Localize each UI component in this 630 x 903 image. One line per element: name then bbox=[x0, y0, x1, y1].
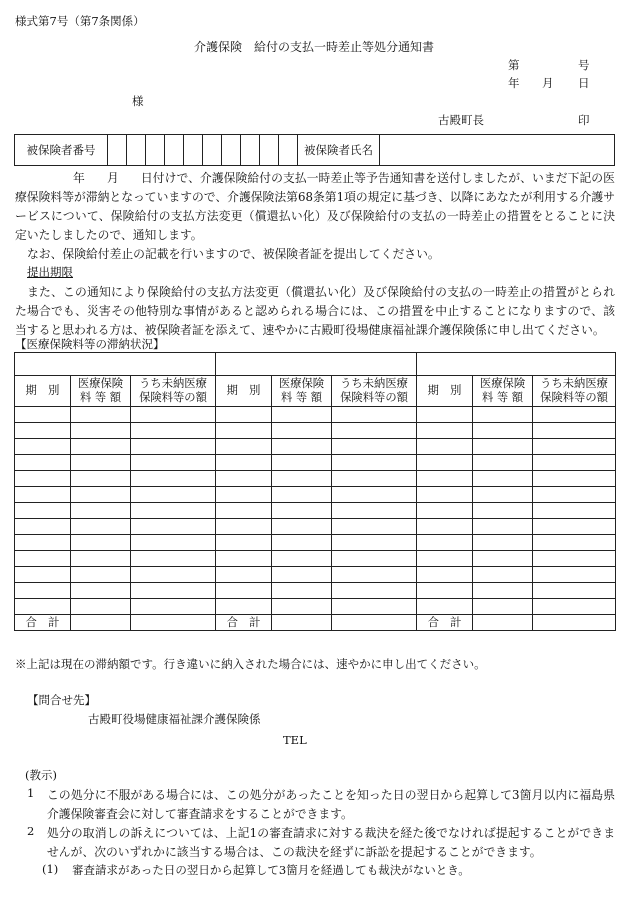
instruction-item1-num: 1 bbox=[27, 786, 35, 800]
addressee-suffix: 様 bbox=[132, 94, 144, 108]
period-cell[interactable] bbox=[216, 407, 272, 423]
unpaid-cell[interactable] bbox=[533, 551, 616, 567]
unpaid-cell[interactable] bbox=[131, 455, 216, 471]
amount-cell[interactable] bbox=[71, 583, 131, 599]
unpaid-cell[interactable] bbox=[533, 519, 616, 535]
period-cell[interactable] bbox=[216, 567, 272, 583]
amount-cell[interactable] bbox=[272, 567, 332, 583]
amount-cell[interactable] bbox=[71, 567, 131, 583]
unpaid-cell[interactable] bbox=[131, 583, 216, 599]
amount-cell[interactable] bbox=[272, 503, 332, 519]
insured-number-label: 被保険者番号 bbox=[15, 135, 108, 166]
insured-number-digit[interactable] bbox=[260, 135, 279, 166]
unpaid-cell[interactable] bbox=[332, 583, 417, 599]
period-cell[interactable] bbox=[417, 407, 473, 423]
unpaid-cell[interactable] bbox=[332, 439, 417, 455]
amount-cell[interactable] bbox=[473, 439, 533, 455]
amount-cell[interactable] bbox=[71, 551, 131, 567]
col-unpaid-header bbox=[533, 376, 616, 407]
body-date-year: 年 bbox=[73, 171, 85, 185]
amount-cell[interactable] bbox=[272, 599, 332, 615]
table-row bbox=[15, 535, 616, 551]
col-unpaid-header bbox=[332, 376, 417, 407]
amount-cell[interactable] bbox=[71, 599, 131, 615]
amount-cell[interactable] bbox=[473, 455, 533, 471]
unpaid-cell[interactable] bbox=[533, 599, 616, 615]
insured-number-digit[interactable] bbox=[165, 135, 184, 166]
period-cell[interactable] bbox=[216, 455, 272, 471]
paragraph-3 bbox=[15, 283, 615, 340]
period-cell[interactable] bbox=[15, 503, 71, 519]
table-row bbox=[15, 471, 616, 487]
instruction-item2-num: 2 bbox=[27, 824, 35, 838]
unpaid-cell[interactable] bbox=[533, 583, 616, 599]
period-cell[interactable] bbox=[417, 599, 473, 615]
amount-cell[interactable] bbox=[71, 503, 131, 519]
table-row bbox=[15, 407, 616, 423]
amount-cell[interactable] bbox=[473, 487, 533, 503]
paragraph-2 bbox=[15, 245, 615, 264]
table-row bbox=[15, 487, 616, 503]
total-amount-cell[interactable] bbox=[272, 615, 332, 631]
arrears-table bbox=[14, 352, 616, 631]
col-amount-line1: 医療保険 bbox=[278, 377, 325, 390]
unpaid-cell[interactable] bbox=[131, 599, 216, 615]
amount-cell[interactable] bbox=[71, 423, 131, 439]
col-amount-line1: 医療保険 bbox=[479, 377, 526, 390]
unpaid-cell[interactable] bbox=[131, 535, 216, 551]
amount-cell[interactable] bbox=[71, 407, 131, 423]
group-header-blank bbox=[15, 353, 216, 376]
table-row bbox=[15, 599, 616, 615]
insured-number-digit[interactable] bbox=[222, 135, 241, 166]
unpaid-cell[interactable] bbox=[131, 423, 216, 439]
total-label: 合 計 bbox=[417, 615, 473, 631]
amount-cell[interactable] bbox=[473, 519, 533, 535]
period-cell[interactable] bbox=[15, 583, 71, 599]
insured-number-digit[interactable] bbox=[184, 135, 203, 166]
period-cell[interactable] bbox=[15, 455, 71, 471]
period-cell[interactable] bbox=[15, 471, 71, 487]
issuer-name: 古殿町長 bbox=[438, 113, 484, 127]
unpaid-cell[interactable] bbox=[131, 503, 216, 519]
unpaid-cell[interactable] bbox=[131, 487, 216, 503]
unpaid-cell[interactable] bbox=[332, 567, 417, 583]
period-cell[interactable] bbox=[417, 567, 473, 583]
col-unpaid-line2: 保険料等の額 bbox=[340, 391, 408, 404]
date-day: 日 bbox=[578, 76, 590, 90]
col-amount-header bbox=[71, 376, 131, 407]
unpaid-cell[interactable] bbox=[131, 567, 216, 583]
amount-cell[interactable] bbox=[272, 455, 332, 471]
amount-cell[interactable] bbox=[272, 487, 332, 503]
paragraph-1-text: 日付けで、介護保険給付の支払一時差止等予告通知書を送付しましたが、いまだ下記の医療保険料等が滞納となっていますので、介護保険法第68条第1項の規定に基づき、以降にあなたが利用する介護サービスについて、保険給付の支払方法変更（償還払い化）及び保険給付の支払の一時差止の措置をとることに決定いたしましたので、通知します。 bbox=[15, 171, 615, 242]
period-cell[interactable] bbox=[417, 551, 473, 567]
amount-cell[interactable] bbox=[473, 503, 533, 519]
amount-cell[interactable] bbox=[473, 567, 533, 583]
period-cell[interactable] bbox=[15, 487, 71, 503]
unpaid-cell[interactable] bbox=[332, 487, 417, 503]
period-cell[interactable] bbox=[417, 471, 473, 487]
unpaid-cell[interactable] bbox=[131, 519, 216, 535]
period-cell[interactable] bbox=[15, 423, 71, 439]
unpaid-cell[interactable] bbox=[332, 423, 417, 439]
contact-office: 古殿町役場健康福祉課介護保険係 bbox=[88, 712, 261, 726]
unpaid-cell[interactable] bbox=[332, 599, 417, 615]
insured-number-digit[interactable] bbox=[279, 135, 298, 166]
unpaid-cell[interactable] bbox=[332, 535, 417, 551]
unpaid-cell[interactable] bbox=[332, 471, 417, 487]
table-row bbox=[15, 583, 616, 599]
period-cell[interactable] bbox=[417, 583, 473, 599]
arrears-heading: 【医療保険料等の滞納状況】 bbox=[15, 337, 165, 351]
amount-cell[interactable] bbox=[272, 583, 332, 599]
period-cell[interactable] bbox=[216, 503, 272, 519]
instruction-item2: 処分の取消しの訴えについては、上記1の審査請求に対する裁決を経た後でなければ提起することができませんが、次のいずれかに該当する場合は、この裁決を経ずに訴訟を提起することができます。 bbox=[47, 826, 615, 859]
contact-heading: 【問合せ先】 bbox=[27, 693, 96, 707]
period-cell[interactable] bbox=[216, 471, 272, 487]
table-row bbox=[15, 423, 616, 439]
period-cell[interactable] bbox=[417, 439, 473, 455]
period-cell[interactable] bbox=[216, 519, 272, 535]
table-row bbox=[15, 439, 616, 455]
col-unpaid-line1: うち未納医療 bbox=[139, 377, 207, 390]
col-unpaid-line2: 保険料等の額 bbox=[139, 391, 207, 404]
insured-number-digit[interactable] bbox=[241, 135, 260, 166]
table-row bbox=[15, 519, 616, 535]
period-cell[interactable] bbox=[216, 535, 272, 551]
table-row bbox=[15, 551, 616, 567]
period-cell[interactable] bbox=[15, 519, 71, 535]
period-cell[interactable] bbox=[417, 455, 473, 471]
col-amount-line2: 料 等 額 bbox=[481, 391, 524, 404]
unpaid-cell[interactable] bbox=[533, 439, 616, 455]
body-date-month: 月 bbox=[106, 171, 119, 185]
amount-cell[interactable] bbox=[473, 407, 533, 423]
total-amount-cell[interactable] bbox=[71, 615, 131, 631]
unpaid-cell[interactable] bbox=[332, 519, 417, 535]
total-label: 合 計 bbox=[15, 615, 71, 631]
unpaid-cell[interactable] bbox=[332, 503, 417, 519]
period-cell[interactable] bbox=[15, 407, 71, 423]
unpaid-cell[interactable] bbox=[131, 471, 216, 487]
col-amount-line2: 料 等 額 bbox=[280, 391, 323, 404]
unpaid-cell[interactable] bbox=[131, 439, 216, 455]
number-prefix: 第 bbox=[508, 58, 520, 72]
table-row bbox=[15, 503, 616, 519]
paragraph-3-text: また、この通知により保険給付の支払方法変更（償還払い化）及び保険給付の支払の一時差止の措置がとられた場合でも、災害その他特別な事情があると認められる場合には、この措置を中止することになりますので、該当すると思われる方は、被保険者証を添えて、速やかに古殿町役場健康福祉課介護保険係に申し出てください。 bbox=[15, 285, 615, 337]
period-cell[interactable] bbox=[216, 583, 272, 599]
period-cell[interactable] bbox=[417, 423, 473, 439]
amount-cell[interactable] bbox=[272, 519, 332, 535]
amount-cell[interactable] bbox=[473, 423, 533, 439]
number-suffix: 号 bbox=[578, 58, 590, 72]
amount-cell[interactable] bbox=[71, 471, 131, 487]
col-amount-line2: 料 等 額 bbox=[79, 391, 122, 404]
amount-cell[interactable] bbox=[473, 535, 533, 551]
instruction-sub1-num: (1) bbox=[42, 862, 59, 876]
issuer-seal: 印 bbox=[578, 113, 590, 127]
date-year: 年 bbox=[508, 76, 520, 90]
deadline-heading: 提出期限 bbox=[27, 265, 73, 279]
unpaid-cell[interactable] bbox=[533, 455, 616, 471]
instruction-heading: (教示) bbox=[25, 768, 57, 782]
date-month: 月 bbox=[542, 76, 554, 90]
unpaid-cell[interactable] bbox=[332, 407, 417, 423]
col-amount-header bbox=[272, 376, 332, 407]
period-cell[interactable] bbox=[15, 567, 71, 583]
period-cell[interactable] bbox=[417, 503, 473, 519]
total-unpaid-cell[interactable] bbox=[332, 615, 417, 631]
unpaid-cell[interactable] bbox=[533, 407, 616, 423]
amount-cell[interactable] bbox=[272, 535, 332, 551]
insured-info-table bbox=[14, 134, 615, 166]
unpaid-cell[interactable] bbox=[533, 423, 616, 439]
amount-cell[interactable] bbox=[473, 471, 533, 487]
period-cell[interactable] bbox=[15, 599, 71, 615]
total-amount-cell[interactable] bbox=[473, 615, 533, 631]
table-row bbox=[15, 567, 616, 583]
table-row bbox=[15, 455, 616, 471]
amount-cell[interactable] bbox=[272, 407, 332, 423]
amount-cell[interactable] bbox=[272, 471, 332, 487]
insured-name-label: 被保険者氏名 bbox=[298, 135, 380, 166]
period-cell[interactable] bbox=[216, 439, 272, 455]
insured-number-digit[interactable] bbox=[108, 135, 127, 166]
insured-name-value[interactable] bbox=[380, 135, 615, 166]
insured-number-digit[interactable] bbox=[127, 135, 146, 166]
amount-cell[interactable] bbox=[272, 439, 332, 455]
instruction-sub1: 審査請求があった日の翌日から起算して3箇月を経過しても裁決がないとき。 bbox=[72, 863, 470, 877]
amount-cell[interactable] bbox=[71, 519, 131, 535]
instruction-item1: この処分に不服がある場合には、この処分があったことを知った日の翌日から起算して3箇月以内に福島県介護保険審査会に対して審査請求をすることができます。 bbox=[47, 788, 615, 821]
amount-cell[interactable] bbox=[473, 551, 533, 567]
col-period-header: 期 別 bbox=[15, 376, 71, 407]
period-cell[interactable] bbox=[216, 423, 272, 439]
col-amount-header bbox=[473, 376, 533, 407]
amount-cell[interactable] bbox=[71, 455, 131, 471]
unpaid-cell[interactable] bbox=[533, 487, 616, 503]
amount-cell[interactable] bbox=[272, 423, 332, 439]
amount-cell[interactable] bbox=[71, 487, 131, 503]
unpaid-cell[interactable] bbox=[332, 551, 417, 567]
col-period-header: 期 別 bbox=[417, 376, 473, 407]
unpaid-cell[interactable] bbox=[131, 551, 216, 567]
contact-tel: TEL bbox=[283, 733, 307, 747]
col-unpaid-line1: うち未納医療 bbox=[540, 377, 608, 390]
document-title: 介護保険 給付の支払一時差止等処分通知書 bbox=[194, 40, 435, 54]
unpaid-cell[interactable] bbox=[533, 535, 616, 551]
unpaid-cell[interactable] bbox=[131, 407, 216, 423]
period-cell[interactable] bbox=[15, 535, 71, 551]
period-cell[interactable] bbox=[417, 519, 473, 535]
period-cell[interactable] bbox=[417, 535, 473, 551]
col-unpaid-line2: 保険料等の額 bbox=[540, 391, 608, 404]
group-header-blank bbox=[417, 353, 616, 376]
total-unpaid-cell[interactable] bbox=[533, 615, 616, 631]
period-cell[interactable] bbox=[15, 551, 71, 567]
total-label: 合 計 bbox=[216, 615, 272, 631]
unpaid-cell[interactable] bbox=[533, 567, 616, 583]
group-header-blank bbox=[216, 353, 417, 376]
form-id: 様式第7号（第7条関係） bbox=[15, 14, 145, 28]
unpaid-cell[interactable] bbox=[533, 503, 616, 519]
period-cell[interactable] bbox=[216, 551, 272, 567]
period-cell[interactable] bbox=[216, 487, 272, 503]
insured-number-digit[interactable] bbox=[146, 135, 165, 166]
col-unpaid-line1: うち未納医療 bbox=[340, 377, 408, 390]
amount-cell[interactable] bbox=[71, 439, 131, 455]
col-period-header: 期 別 bbox=[216, 376, 272, 407]
total-row bbox=[15, 615, 616, 631]
paragraph-2-text: なお、保険給付差止の記載を行いますので、被保険者証を提出してください。 bbox=[27, 247, 440, 261]
arrears-note: ※上記は現在の滞納額です。行き違いに納入された場合には、速やかに申し出てください。 bbox=[15, 657, 486, 671]
col-amount-line1: 医療保険 bbox=[77, 377, 124, 390]
period-cell[interactable] bbox=[216, 599, 272, 615]
unpaid-cell[interactable] bbox=[332, 455, 417, 471]
paragraph-1 bbox=[15, 169, 615, 245]
col-unpaid-header bbox=[131, 376, 216, 407]
amount-cell[interactable] bbox=[473, 599, 533, 615]
period-cell[interactable] bbox=[15, 439, 71, 455]
amount-cell[interactable] bbox=[272, 551, 332, 567]
total-unpaid-cell[interactable] bbox=[131, 615, 216, 631]
period-cell[interactable] bbox=[417, 487, 473, 503]
unpaid-cell[interactable] bbox=[533, 471, 616, 487]
amount-cell[interactable] bbox=[473, 583, 533, 599]
amount-cell[interactable] bbox=[71, 535, 131, 551]
insured-number-digit[interactable] bbox=[203, 135, 222, 166]
